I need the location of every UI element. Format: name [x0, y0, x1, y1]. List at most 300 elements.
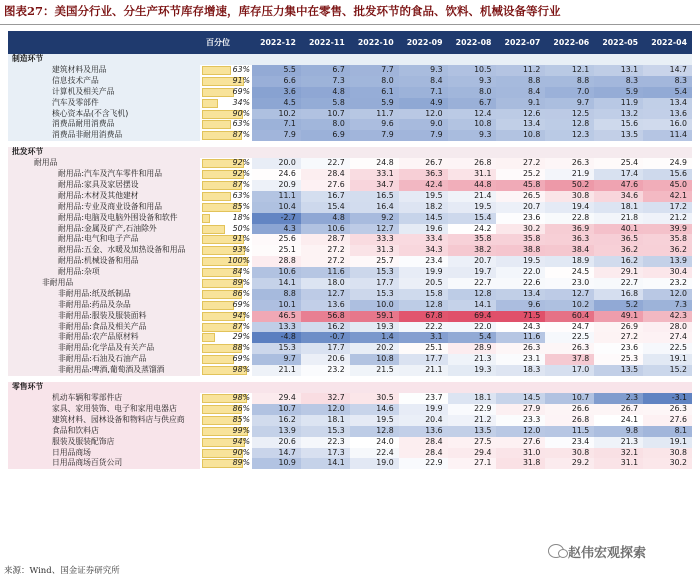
row-label: 服装及服装配饰店	[8, 437, 200, 448]
percentile-cell	[200, 415, 252, 426]
value-cell: 3.1	[399, 332, 448, 343]
value-cell: 16.2	[594, 256, 643, 267]
table-row	[8, 234, 692, 245]
value-cell: 29.4	[448, 448, 497, 459]
value-cell: 10.5	[448, 65, 497, 76]
value-cell: 22.5	[643, 343, 692, 354]
percentile-cell	[200, 332, 252, 343]
percentile-cell	[200, 256, 252, 267]
value-cell: 21.5	[350, 365, 399, 376]
value-cell: 42.4	[399, 180, 448, 191]
value-cell: 42.1	[643, 191, 692, 202]
value-cell: 11.6	[496, 332, 545, 343]
value-cell: 67.8	[399, 311, 448, 322]
value-cell: 23.0	[545, 278, 594, 289]
value-cell: 20.9	[252, 180, 301, 191]
value-cell: 19.1	[643, 437, 692, 448]
percentile-cell	[200, 365, 252, 376]
value-cell: 20.5	[399, 278, 448, 289]
percentile-value: 100%	[227, 256, 250, 266]
percentile-value: 85%	[232, 414, 250, 424]
value-cell: 12.7	[301, 289, 350, 300]
value-cell: 7.1	[252, 119, 301, 130]
value-cell: 30.8	[545, 191, 594, 202]
row-label: 消费品耐用消费品	[8, 119, 200, 130]
row-label: 非耐用品	[8, 278, 200, 289]
percentile-bar	[202, 214, 210, 223]
value-cell: 10.8	[350, 354, 399, 365]
value-cell: 56.8	[301, 311, 350, 322]
value-cell: 7.9	[252, 130, 301, 141]
value-cell: 3.6	[252, 87, 301, 98]
value-cell: 7.9	[399, 130, 448, 141]
percentile-bar	[202, 301, 234, 310]
value-cell: 23.7	[399, 393, 448, 404]
value-cell: 60.4	[545, 311, 594, 322]
value-cell: 33.4	[399, 234, 448, 245]
value-cell: 27.9	[496, 404, 545, 415]
value-cell: 33.3	[350, 234, 399, 245]
value-cell: 17.4	[594, 169, 643, 180]
value-cell: 27.5	[448, 437, 497, 448]
table-row	[8, 87, 692, 98]
percentile-cell	[200, 119, 252, 130]
percentile-value: 85%	[232, 201, 250, 211]
value-cell: 36.3	[545, 234, 594, 245]
percentile-cell	[200, 87, 252, 98]
row-label: 非耐用品:化学品及有关产品	[8, 343, 200, 354]
percentile-value: 69%	[232, 86, 250, 96]
value-cell: 20.0	[252, 158, 301, 169]
value-cell: 2.3	[594, 393, 643, 404]
value-cell: 4.3	[252, 224, 301, 235]
section-header	[8, 382, 692, 393]
value-cell: 33.1	[350, 169, 399, 180]
header-month: 2022-10	[357, 38, 394, 47]
table-row	[8, 437, 692, 448]
table-row	[8, 256, 692, 267]
value-cell: 45.8	[496, 180, 545, 191]
value-cell: 23.4	[399, 256, 448, 267]
value-cell: 17.3	[301, 448, 350, 459]
value-cell: 49.1	[594, 311, 643, 322]
value-cell: 30.4	[643, 267, 692, 278]
value-cell: 17.2	[643, 202, 692, 213]
value-cell: 25.6	[252, 234, 301, 245]
value-cell: 36.5	[594, 234, 643, 245]
percentile-cell	[200, 311, 252, 322]
percentile-bar	[202, 99, 218, 108]
value-cell: 5.2	[594, 300, 643, 311]
value-cell: 9.6	[350, 119, 399, 130]
value-cell: 16.8	[594, 289, 643, 300]
percentile-cell	[200, 65, 252, 76]
value-cell: 14.5	[496, 393, 545, 404]
value-cell: 28.4	[399, 437, 448, 448]
value-cell: 8.0	[301, 119, 350, 130]
row-label: 非耐用品:农产品原材料	[8, 332, 200, 343]
value-cell: 59.1	[350, 311, 399, 322]
value-cell: 32.7	[301, 393, 350, 404]
percentile-value: 98%	[232, 393, 250, 403]
table-row	[8, 158, 692, 169]
value-cell: 25.1	[252, 245, 301, 256]
value-cell: 24.1	[594, 415, 643, 426]
value-cell: 10.7	[252, 404, 301, 415]
value-cell: 26.9	[594, 322, 643, 333]
value-cell: 10.9	[252, 458, 301, 469]
row-label: 耐用品:电气和电子产品	[8, 234, 200, 245]
value-cell: 26.6	[545, 404, 594, 415]
row-label: 家具、家用装饰、电子和家用电器店	[8, 404, 200, 415]
header-month: 2022-07	[504, 38, 541, 47]
value-cell: 34.7	[350, 180, 399, 191]
value-cell: 13.2	[594, 109, 643, 120]
percentile-cell	[200, 354, 252, 365]
value-cell: 23.1	[496, 354, 545, 365]
value-cell: 29.2	[545, 458, 594, 469]
value-cell: 19.9	[399, 404, 448, 415]
value-cell: 42.3	[643, 311, 692, 322]
value-cell: 12.7	[545, 289, 594, 300]
watermark	[548, 541, 698, 561]
table-row	[8, 119, 692, 130]
row-label: 食品和饮料店	[8, 426, 200, 437]
value-cell: 22.8	[545, 213, 594, 224]
percentile-bar	[202, 120, 231, 129]
value-cell: 16.0	[643, 119, 692, 130]
table-row	[8, 393, 692, 404]
value-cell: 13.6	[301, 300, 350, 311]
value-cell: 12.8	[399, 300, 448, 311]
percentile-value: 69%	[232, 354, 250, 364]
value-cell: 27.2	[301, 245, 350, 256]
value-cell: 36.3	[399, 169, 448, 180]
value-cell: 32.1	[594, 448, 643, 459]
value-cell: 24.8	[350, 158, 399, 169]
percentile-cell	[200, 267, 252, 278]
value-cell: 16.5	[350, 191, 399, 202]
value-cell: 11.5	[545, 426, 594, 437]
section-label: 零售环节	[12, 382, 44, 392]
row-label: 耐用品	[8, 158, 200, 169]
row-label: 耐用品:汽车及汽车零件和用品	[8, 169, 200, 180]
value-cell: 23.2	[643, 278, 692, 289]
percentile-value: 94%	[232, 436, 250, 446]
percentile-value: 86%	[232, 403, 250, 413]
value-cell: 7.3	[643, 300, 692, 311]
value-cell: 21.8	[594, 213, 643, 224]
value-cell: 38.4	[545, 245, 594, 256]
table-row	[8, 354, 692, 365]
percentile-cell	[200, 202, 252, 213]
value-cell: 31.8	[496, 458, 545, 469]
value-cell: 37.8	[545, 354, 594, 365]
percentile-cell	[200, 300, 252, 311]
value-cell: 27.6	[643, 415, 692, 426]
percentile-cell	[200, 130, 252, 141]
title-divider	[0, 24, 700, 25]
percentile-value: 99%	[232, 425, 250, 435]
value-cell: 10.8	[496, 130, 545, 141]
header-month: 2022-05	[602, 38, 639, 47]
value-cell: 30.2	[496, 224, 545, 235]
value-cell: 19.1	[643, 354, 692, 365]
percentile-value: 88%	[232, 343, 250, 353]
value-cell: 21.2	[643, 213, 692, 224]
value-cell: 28.7	[301, 234, 350, 245]
percentile-bar	[202, 66, 231, 75]
percentile-value: 92%	[232, 158, 250, 168]
value-cell: 19.0	[350, 458, 399, 469]
value-cell: 11.4	[643, 130, 692, 141]
value-cell: 27.4	[643, 332, 692, 343]
value-cell: 26.3	[545, 158, 594, 169]
value-cell: 13.3	[252, 322, 301, 333]
value-cell: 27.2	[496, 158, 545, 169]
value-cell: 16.2	[301, 322, 350, 333]
value-cell: 19.5	[496, 256, 545, 267]
value-cell: 23.2	[301, 365, 350, 376]
value-cell: 25.7	[350, 256, 399, 267]
value-cell: 15.3	[301, 426, 350, 437]
percentile-cell	[200, 109, 252, 120]
value-cell: 27.2	[301, 256, 350, 267]
value-cell: 13.6	[399, 426, 448, 437]
value-cell: 24.2	[448, 224, 497, 235]
value-cell: 21.3	[448, 354, 497, 365]
value-cell: 12.3	[545, 130, 594, 141]
row-label: 耐用品:五金、水暖及加热设备和用品	[8, 245, 200, 256]
row-label: 非耐用品:啤酒,葡萄酒及蒸馏酒	[8, 365, 200, 376]
value-cell: 12.8	[448, 289, 497, 300]
percentile-value: 29%	[232, 332, 250, 342]
value-cell: 8.0	[350, 76, 399, 87]
row-label: 非耐用品:石油及石油产品	[8, 354, 200, 365]
value-cell: 20.4	[399, 415, 448, 426]
value-cell: 10.4	[252, 202, 301, 213]
value-cell: 10.8	[448, 119, 497, 130]
value-cell: 24.7	[545, 322, 594, 333]
table-row	[8, 224, 692, 235]
value-cell: 15.3	[252, 343, 301, 354]
value-cell: 26.3	[496, 343, 545, 354]
value-cell: 8.3	[643, 76, 692, 87]
value-cell: 9.6	[496, 300, 545, 311]
value-cell: 19.3	[350, 322, 399, 333]
percentile-value: 89%	[232, 458, 250, 468]
percentile-cell	[200, 76, 252, 87]
table-row	[8, 169, 692, 180]
value-cell: 22.7	[594, 278, 643, 289]
percentile-bar	[202, 333, 215, 342]
value-cell: 29.1	[594, 267, 643, 278]
value-cell: 19.4	[545, 202, 594, 213]
value-cell: 15.6	[594, 119, 643, 130]
value-cell: 8.4	[496, 87, 545, 98]
value-cell: 21.9	[545, 169, 594, 180]
value-cell: 5.5	[252, 65, 301, 76]
value-cell: 6.1	[350, 87, 399, 98]
value-cell: 19.3	[448, 365, 497, 376]
percentile-cell	[200, 180, 252, 191]
value-cell: 18.0	[301, 278, 350, 289]
value-cell: 23.3	[496, 415, 545, 426]
row-label: 非耐用品:服装及服装面料	[8, 311, 200, 322]
value-cell: 21.1	[399, 365, 448, 376]
row-label: 计算机及相关产品	[8, 87, 200, 98]
value-cell: 12.8	[350, 426, 399, 437]
percentile-cell	[200, 278, 252, 289]
percentile-cell	[200, 224, 252, 235]
value-cell: 15.6	[643, 169, 692, 180]
value-cell: 14.5	[399, 213, 448, 224]
percentile-bar	[202, 192, 231, 201]
value-cell: 7.1	[399, 87, 448, 98]
value-cell: 24.3	[496, 322, 545, 333]
value-cell: 9.7	[252, 354, 301, 365]
value-cell: 28.8	[252, 256, 301, 267]
row-label: 建筑材料、园林设备和物料店与供应商	[8, 415, 200, 426]
value-cell: 18.3	[496, 365, 545, 376]
value-cell: 13.5	[594, 130, 643, 141]
percentile-cell	[200, 458, 252, 469]
row-label: 耐用品:专业及商业设备和用品	[8, 202, 200, 213]
table-body	[8, 54, 692, 469]
value-cell: 10.2	[545, 300, 594, 311]
value-cell: 8.0	[448, 87, 497, 98]
value-cell: 5.9	[594, 87, 643, 98]
value-cell: 19.6	[399, 224, 448, 235]
value-cell: 4.8	[301, 213, 350, 224]
header-month: 2022-08	[455, 38, 492, 47]
percentile-cell	[200, 191, 252, 202]
wechat-icon	[548, 544, 564, 558]
value-cell: 35.8	[448, 234, 497, 245]
value-cell: 15.4	[301, 202, 350, 213]
value-cell: 23.6	[594, 343, 643, 354]
table-row	[8, 130, 692, 141]
value-cell: 11.2	[496, 65, 545, 76]
value-cell: 45.0	[643, 180, 692, 191]
row-label: 汽车及零部件	[8, 98, 200, 109]
header-month: 2022-04	[651, 38, 687, 47]
value-cell: 9.1	[496, 98, 545, 109]
percentile-value: 87%	[232, 321, 250, 331]
value-cell: 14.1	[448, 300, 497, 311]
value-cell: 23.6	[496, 213, 545, 224]
header-percentile: 百分位	[205, 38, 230, 47]
row-label: 消费品非耐用消费品	[8, 130, 200, 141]
value-cell: 20.6	[301, 354, 350, 365]
row-label: 耐用品:金属及矿产,石油除外	[8, 224, 200, 235]
row-label: 非耐用品:食品及相关产品	[8, 322, 200, 333]
percentile-cell	[200, 98, 252, 109]
value-cell: 10.1	[252, 300, 301, 311]
value-cell: 22.4	[350, 448, 399, 459]
value-cell: 6.7	[448, 98, 497, 109]
value-cell: 18.9	[545, 256, 594, 267]
value-cell: 22.7	[301, 158, 350, 169]
row-label: 耐用品:家具及家居摆设	[8, 180, 200, 191]
value-cell: 34.6	[594, 191, 643, 202]
row-label: 耐用品:机械设备和用品	[8, 256, 200, 267]
value-cell: 17.7	[350, 278, 399, 289]
value-cell: 12.7	[350, 224, 399, 235]
percentile-cell	[200, 158, 252, 169]
value-cell: 13.4	[496, 119, 545, 130]
row-label: 耐用品:杂项	[8, 267, 200, 278]
value-cell: 12.6	[496, 109, 545, 120]
table-row	[8, 76, 692, 87]
table-row	[8, 289, 692, 300]
table-row	[8, 415, 692, 426]
value-cell: 8.8	[252, 289, 301, 300]
percentile-value: 87%	[232, 130, 250, 140]
percentile-bar	[202, 225, 225, 234]
value-cell: 28.4	[399, 448, 448, 459]
heatmap-table	[8, 31, 692, 469]
table-row	[8, 404, 692, 415]
value-cell: 8.1	[643, 426, 692, 437]
value-cell: 10.0	[350, 300, 399, 311]
value-cell: 31.1	[594, 458, 643, 469]
value-cell: 18.1	[594, 202, 643, 213]
value-cell: 28.9	[448, 343, 497, 354]
table-row	[8, 267, 692, 278]
value-cell: 38.2	[448, 245, 497, 256]
header-month: 2022-09	[406, 38, 443, 47]
value-cell: -4.8	[252, 332, 301, 343]
value-cell: 19.7	[448, 267, 497, 278]
value-cell: 26.3	[545, 343, 594, 354]
value-cell: 22.0	[496, 267, 545, 278]
percentile-cell	[200, 234, 252, 245]
value-cell: 12.0	[399, 109, 448, 120]
value-cell: 21.3	[594, 437, 643, 448]
value-cell: 5.4	[448, 332, 497, 343]
row-label: 信息技术产品	[8, 76, 200, 87]
table-row	[8, 191, 692, 202]
value-cell: 22.3	[301, 437, 350, 448]
value-cell: 30.8	[545, 448, 594, 459]
percentile-cell	[200, 393, 252, 404]
percentile-value: 92%	[232, 169, 250, 179]
value-cell: 38.8	[496, 245, 545, 256]
header-month: 2022-06	[553, 38, 590, 47]
value-cell: 6.6	[252, 76, 301, 87]
watermark-text: 赵伟宏观探索	[568, 545, 647, 561]
value-cell: 13.1	[594, 65, 643, 76]
table-row	[8, 180, 692, 191]
value-cell: 30.8	[643, 448, 692, 459]
percentile-cell	[200, 213, 252, 224]
percentile-cell	[200, 289, 252, 300]
value-cell: 12.8	[545, 119, 594, 130]
percentile-value: 50%	[232, 223, 250, 233]
value-cell: 8.4	[399, 76, 448, 87]
value-cell: 50.2	[545, 180, 594, 191]
percentile-value: 90%	[232, 108, 250, 118]
value-cell: 9.3	[448, 130, 497, 141]
value-cell: 36.2	[594, 245, 643, 256]
percentile-value: 18%	[232, 212, 250, 222]
value-cell: 20.2	[350, 343, 399, 354]
value-cell: 22.9	[399, 458, 448, 469]
value-cell: 9.3	[448, 76, 497, 87]
table-row	[8, 109, 692, 120]
value-cell: 30.5	[350, 393, 399, 404]
